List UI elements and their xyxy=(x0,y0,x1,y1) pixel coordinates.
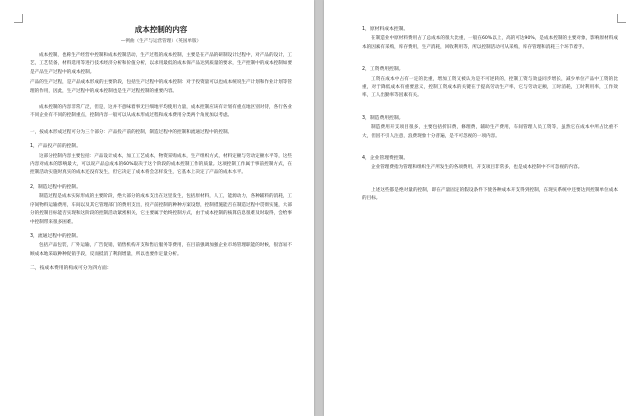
document-title: 成本控制的内容 xyxy=(134,25,188,34)
margin-corner-mark xyxy=(617,14,626,23)
paragraph: 一，按成本形成过程可分为三个部分：产品投产前的控制，制造过程中的控制和流通过程中的控制。 xyxy=(30,129,233,135)
section-body: 在制造业中原材料费用占了总成本的很大比重，一般在60%以上，高的可达90%，是成本控制的主要对象，影响原材料成本的因素有采购，库存费用，生产消耗，回收利用等，所以控制活动可从采购，库存管理和消耗三个环节着手。 xyxy=(362,36,618,50)
document-subtitle: —例曲（生产与运营管理）（英国单版） xyxy=(120,39,202,44)
section-heading: 3，流通过程中的控制。 xyxy=(30,233,82,239)
page-content-right xyxy=(362,26,618,206)
section-body: 工资在成本中占有一定的比重，增加工资又被认为是不可逆转的，控制工资与效益同步增长，减少单位产品中工资的比重，对于降低成本有重要意义，控制工资成本的关键在于提高劳动生产率，它与劳动定额，工时消耗，工时利用率，工作效率，工人出勤率等因素有关。 xyxy=(362,76,618,99)
section-heading: 3，制造费用控制。 xyxy=(362,115,404,121)
section-body: 企业管理费指为管理和组织生产所发生的各项费用，开支项目非常多，也是成本控制中不可忽视的内容。 xyxy=(371,165,583,171)
section-heading: 二，按成本费用的构成可分为四方面： xyxy=(30,266,112,272)
section-body: 包括产品包装，厂外运输，广告促销，销售机构开支和售后服务等费用，在目前强调加强企业市场管理职能的时候，很容易不顾成本地采取种种促销手段，反而抵消了利润增量，所以也要作定量分析。 xyxy=(30,243,292,257)
margin-corner-mark xyxy=(14,14,23,23)
section-body: 制造过程是成本实际形成的主要阶段，绝大部分的成本支出在这里发生，包括原材料，人工，能源动力，各种辅料的消耗，工序间物料运输费用，车间以及其它管理部门的费用支出，投产前控制的种种方案设想，控制措施能否在制造过程中贯彻实施，大部分的控制目标能否实现和这阶段的控制活动紧密相关，它主要属于始终控制方式，由于成本控制的核算信息很难及时取得，会给事中控制带来很多困难。 xyxy=(30,194,292,225)
page-content-left xyxy=(30,24,292,275)
closing-paragraph: 上述这些都是绝对量的控制，即在产量固定的假设条件下使各种成本开支得到控制，在现实系统中还要达到控制单位成本的目标。 xyxy=(362,187,618,202)
section-body: 制造费用开支项目很多，主要包括折旧费，修理费，辅助生产费用，车间管理人员工资等，虽然它在成本中所占比重不大，但因不引人注意，浪费现象十分普遍，是不可忽视的一项内容。 xyxy=(362,125,618,139)
paragraph: 成本控制，也称生产经营中控制和成本控制活动，生产过程的成本控制，主要是在产品的研制设计过程中，对产品的设计，工艺，工艺装备，材料选用等进行技术经济分析和价值分析，以求用最低的成本保产品达到质量的要求，生产控制中的成本控制如要是产品生产过程中的成本控制。 xyxy=(30,53,292,75)
section-heading: 2，工资费用控制。 xyxy=(362,67,404,73)
paragraph: 成本控制的内容非常广泛，但是，这并不意味着事无巨细地平均使用力量，成本控制应该有计划有重点地区别对待，各行各业不同企业有不同的控制重点，控制内容一般可以从成本形成过程和成本费用分类两个角度加以考虑。 xyxy=(30,105,292,119)
section-heading: 1，产品投产前的控制。 xyxy=(30,144,82,150)
document-page-left xyxy=(0,0,314,416)
section-body: 这部分控制内容主要包括：产品设计成本，加工工艺成本，物资采购成本，生产组织方式，材料定额与劳动定额水平等，这些内容对成本的影响最大，可以说产品总成本的60%取决于这个阶段的成本控制工作的质量。这项控制工作属于事前控制方式，在控制活动实施时真实的成本还没有发生，但它决定了成本将会怎样发生，它基本上决定了产品的成本水平。 xyxy=(30,153,292,176)
document-page-right xyxy=(324,0,640,416)
paragraph: 产品的生产过程，是产品成本形成的主要阶段，包括生产过程中的成本控制：对于投资量可以也成本统说生产计划和作业计划等管理的作用，因此，生产过程中的成本控制也是生产过程控制的重要内容。 xyxy=(30,80,292,94)
section-heading: 4，企业管理费控制。 xyxy=(362,156,409,162)
section-heading: 1，原材料成本控制。 xyxy=(362,27,409,32)
section-heading: 2，制造过程中的控制。 xyxy=(30,184,82,190)
